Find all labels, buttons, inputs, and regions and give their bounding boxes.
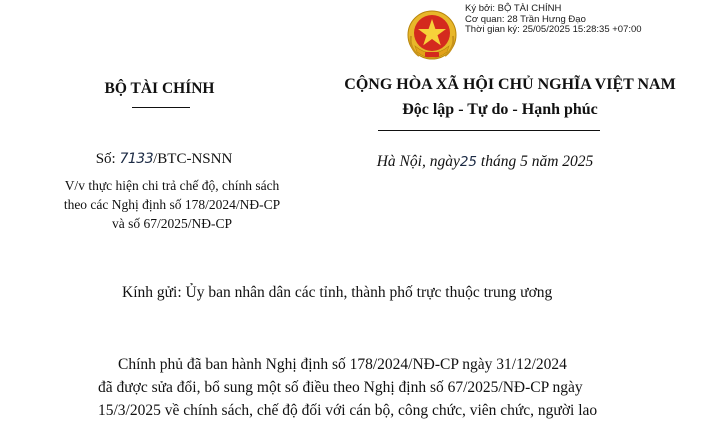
national-motto: Độc lập - Tự do - Hạnh phúc	[402, 101, 598, 118]
number-prefix: Số:	[95, 151, 120, 167]
body-paragraph	[98, 353, 708, 422]
body-line: đã được sửa đổi, bổ sung một số điều theo Nghị định số 67/2025/NĐ-CP ngày	[98, 379, 583, 396]
subject-line: và số 67/2025/NĐ-CP	[111, 216, 232, 231]
number-handwritten: 7133	[119, 151, 154, 167]
date-prefix: Hà Nội, ngày	[376, 153, 460, 170]
agency-line: Cơ quan: 28 Trần Hưng Đạo	[465, 13, 586, 25]
signer-line: Ký bởi: BỘ TÀI CHÍNH	[465, 3, 562, 14]
place-date	[350, 153, 620, 171]
document-subject	[40, 176, 304, 233]
ministry-name: BỘ TÀI CHÍNH	[104, 80, 215, 97]
ministry-underline	[132, 107, 190, 108]
body-line: 15/3/2025 về chính sách, chế độ đối với cán bộ, công chức, viên chức, người lao	[98, 402, 598, 419]
document-number	[79, 151, 249, 168]
motto-underline	[378, 130, 600, 131]
digital-signature-block	[465, 4, 642, 36]
recipient-line: Kính gửi: Ủy ban nhân dân các tỉnh, thành phố trực thuộc trung ương	[122, 284, 553, 301]
number-suffix: /BTC-NSNN	[153, 151, 233, 167]
subject-line: V/v thực hiện chi trả chế độ, chính sách	[64, 178, 280, 193]
national-emblem-icon	[403, 8, 461, 66]
subject-line: theo các Nghị định số 178/2024/NĐ-CP	[63, 197, 281, 212]
nation-title: CỘNG HÒA XÃ HỘI CHỦ NGHĨA VIỆT NAM	[344, 76, 676, 93]
body-line: Chính phủ đã ban hành Nghị định số 178/2024/NĐ-CP ngày 31/12/2024	[118, 356, 567, 373]
date-suffix: tháng 5 năm 2025	[477, 153, 594, 170]
signed-time-line: Thời gian ký: 25/05/2025 15:28:35 +07:00	[465, 24, 642, 35]
date-day-handwritten: 25	[459, 154, 478, 170]
